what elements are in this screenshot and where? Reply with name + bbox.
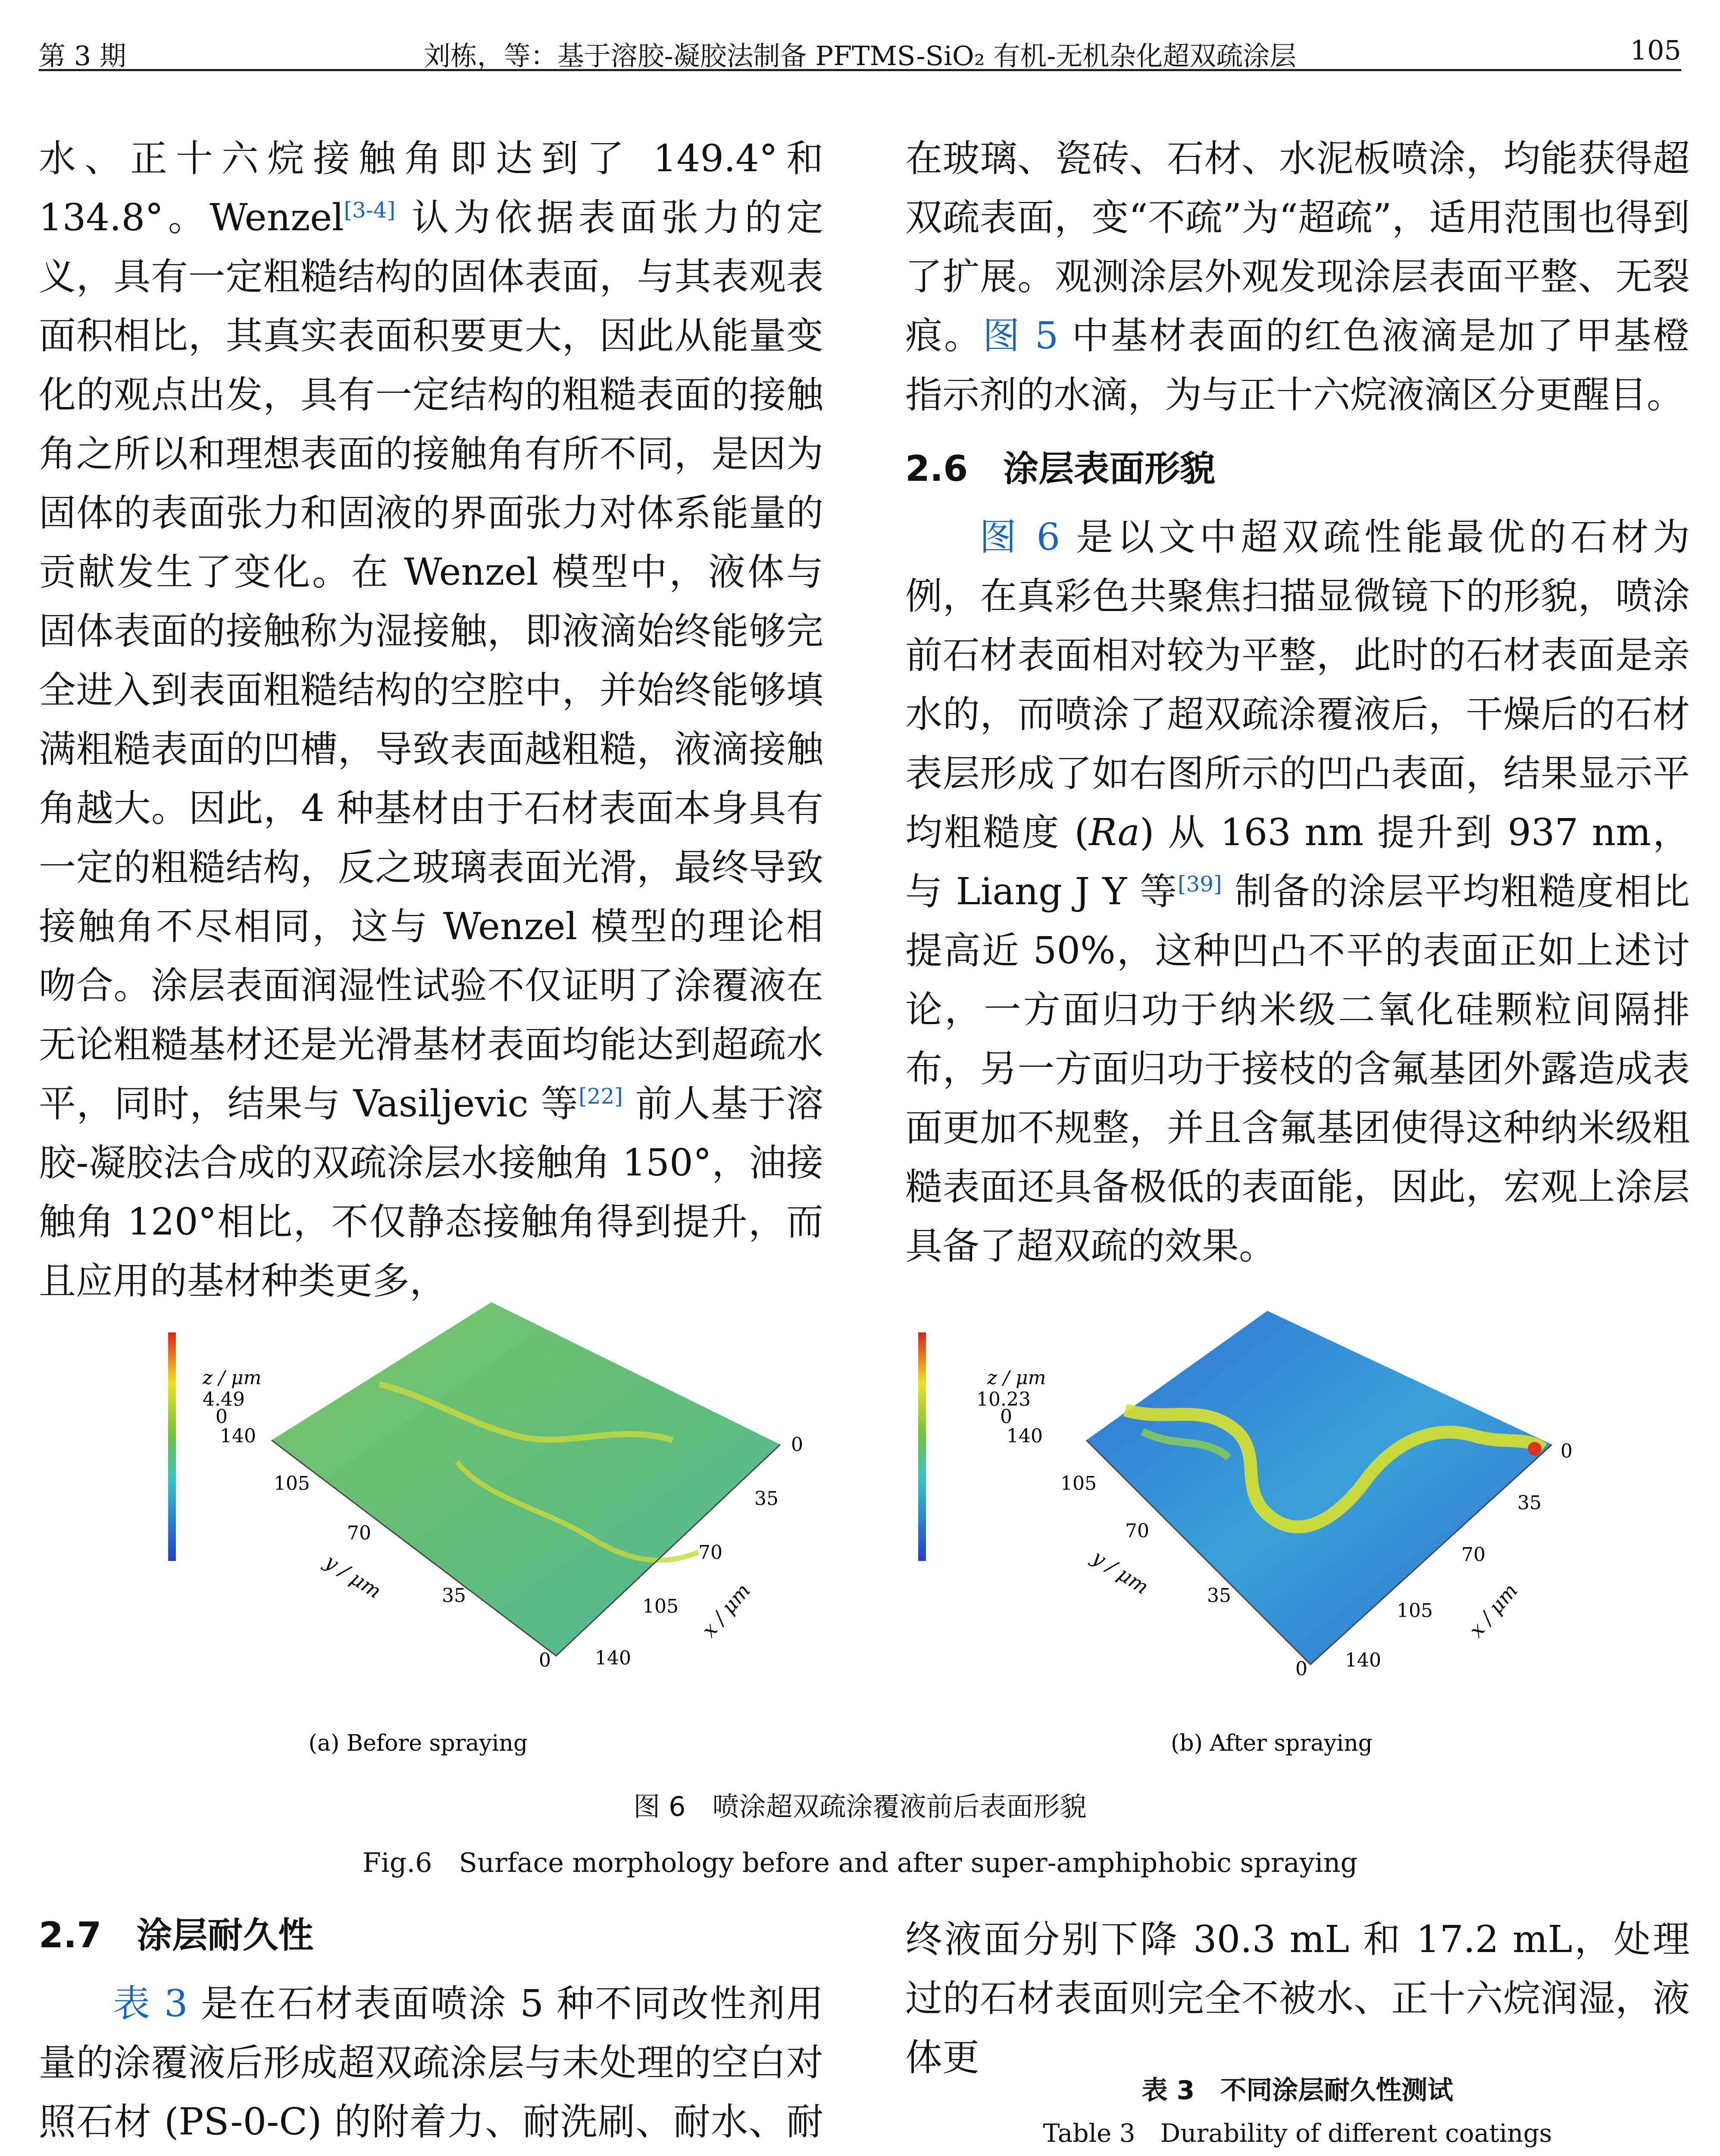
y-tick: 70: [1125, 1520, 1149, 1542]
page-number: 105: [1630, 34, 1681, 66]
paragraph: 在玻璃、瓷砖、石材、水泥板喷涂，均能获得超双疏表面，变“不疏”为“超疏”，适用范围也得到了扩展。观测涂层外观发现涂层表面平整、无裂痕。图 5 中基材表面的红色液滴是加了甲基橙指示剂的水滴，为与正十六烷液滴区分更醒目。: [905, 137, 1690, 417]
section-heading: 2.6 涂层表面形貌: [905, 448, 1216, 489]
y-tick: 140: [220, 1425, 256, 1447]
panel-caption: (b) After spraying: [1171, 1730, 1373, 1756]
z-axis-label: z / μm: [203, 1367, 262, 1389]
paragraph: 表 3 是在石材表面喷涂 5 种不同改性剂用量的涂覆液后形成超双疏涂层与未处理的空白对照石材 (PS-0-C) 的附着力、耐洗刷、耐水、耐: [39, 1982, 823, 2143]
figure-caption-cn: 图 6 喷涂超双疏涂覆液前后表面形貌: [633, 1791, 1087, 1822]
x-axis-label: x / μm: [697, 1579, 755, 1642]
paragraph: 水、正十六烷接触角即达到了 149.4°和 134.8°。Wenzel[3-4] 认为依据表面张力的定义，具有一定粗糙结构的固体表面，与其表观表面积相比，其真实表面积要更大，因此从能量变化的观点出发，具有一定结构的粗糙表面的接触角之所以和理想表面的接触角有所不同，是因为固体的表面张力和固液的界面张力对体系能量的贡献发生了变化。在 Wenzel 模型中，液体与固体表面的接触称为湿接触，即液滴始终能够完全进入到表面粗糙结构的空腔中，并始终能够填满粗糙表面的凹槽，导致表面越粗糙，液滴接触角越大。因此，4 种基材由于石材表面本身具有一定的粗糙结构，反之玻璃表面光滑，最终导致接触角不尽相同，这与 Wenzel 模型的理论相吻合。涂层表面润湿性试验不仅证明了涂覆液在无论粗糙基材还是光滑基材表面均能达到超疏水平，同时，结果与 Vasiljevic 等[22] 前人基于溶胶-凝胶法合成的双疏涂层水接触角 150°，油接触角 120°相比，不仅静态接触角得到提升，而且应用的基材种类更多，: [39, 137, 823, 1303]
right-column-bottom: [905, 1910, 1690, 2087]
left-column-top: [39, 129, 823, 1311]
y-tick: 70: [347, 1522, 371, 1544]
figure-caption-en: Fig.6 Surface morphology before and after super-amphiphobic spraying: [362, 1847, 1358, 1878]
figure-link[interactable]: 图 6: [979, 516, 1060, 559]
z-max-label: 4.49: [203, 1388, 245, 1410]
y-tick: 35: [1207, 1585, 1231, 1607]
surface: [272, 1302, 780, 1656]
table-title-en: Table 3 Durability of different coatings: [1043, 2118, 1552, 2148]
citation-link[interactable]: [39]: [1177, 871, 1222, 897]
colorbar: [918, 1332, 926, 1561]
y-axis-label: y / μm: [1088, 1545, 1153, 1599]
y-axis-label: y / μm: [321, 1549, 386, 1603]
paragraph: 图 6 是以文中超双疏性能最优的石材为例，在真彩色共聚焦扫描显微镜下的形貌，喷涂前石材表面相对较为平整，此时的石材表面是亲水的，而喷涂了超双疏涂覆液后，干燥后的石材表层形成了如右图所示的凹凸表面，结果显示平均粗糙度 (Ra) 从 163 nm 提升到 937 nm，与 Liang J Y 等[39] 制备的涂层平均粗糙度相比提高近 50%，这种凹凸不平的表面正如上述讨论，一方面归功于纳米级二氧化硅颗粒间隔排布，另一方面归功于接枝的含氟基团外露造成表面更加不规整，并且含氟基团使得这种纳米级粗糙表面还具备极低的表面能，因此，宏观上涂层具备了超双疏的效果。: [905, 516, 1690, 1268]
x-tick: 0: [791, 1434, 803, 1456]
table-link[interactable]: 表 3: [113, 1982, 188, 2025]
figure-link[interactable]: 图 5: [982, 314, 1059, 357]
citation-link[interactable]: [3-4]: [344, 197, 396, 223]
x-axis-label: x / μm: [1464, 1579, 1523, 1642]
z-max-label: 10.23: [976, 1388, 1031, 1410]
y-tick: 35: [442, 1585, 466, 1607]
panel-caption: (a) Before spraying: [308, 1730, 528, 1756]
x-tick: 0: [1561, 1440, 1573, 1462]
issue-number: 第 3 期: [39, 40, 126, 72]
x-tick: 35: [1517, 1492, 1542, 1514]
x-tick: 70: [1461, 1544, 1485, 1566]
z-min-label: 0: [1000, 1406, 1012, 1428]
x-tick: 70: [698, 1542, 722, 1564]
x-tick: 140: [1345, 1649, 1381, 1671]
y-tick: 140: [1007, 1425, 1043, 1447]
y-tick: 105: [274, 1473, 310, 1495]
figure-panel-a: [155, 1294, 845, 1768]
section-heading: 2.7 涂层耐久性: [39, 1915, 314, 1956]
table-title-cn: 表 3 不同涂层耐久性测试: [1141, 2075, 1454, 2106]
colorbar: [168, 1332, 176, 1561]
x-tick: 35: [754, 1488, 779, 1510]
figure-panel-b: [901, 1294, 1612, 1768]
paragraph: 终液面分别下降 30.3 mL 和 17.2 mL，处理过的石材表面则完全不被水、正十六烷润湿，液体更: [905, 1918, 1690, 2079]
x-tick: 105: [1397, 1600, 1433, 1622]
surface-plot-b: [901, 1294, 1612, 1768]
x-tick: 105: [642, 1595, 679, 1617]
right-column-top: [905, 129, 1690, 1276]
citation-link[interactable]: [22]: [579, 1084, 623, 1109]
x-tick: 140: [595, 1647, 631, 1669]
y-tick: 105: [1060, 1473, 1097, 1495]
surface-plot-a: [155, 1294, 845, 1768]
y-tick: 0: [539, 1649, 551, 1671]
z-axis-label: z / μm: [987, 1367, 1046, 1389]
page-header: [39, 22, 1681, 71]
running-title: 刘栋，等：基于溶胶-凝胶法制备 PFTMS-SiO₂ 有机-无机杂化超双疏涂层: [423, 40, 1297, 72]
y-tick: 0: [1295, 1658, 1307, 1680]
left-column-bottom: [39, 1906, 823, 2156]
z-min-label: 0: [216, 1406, 228, 1428]
